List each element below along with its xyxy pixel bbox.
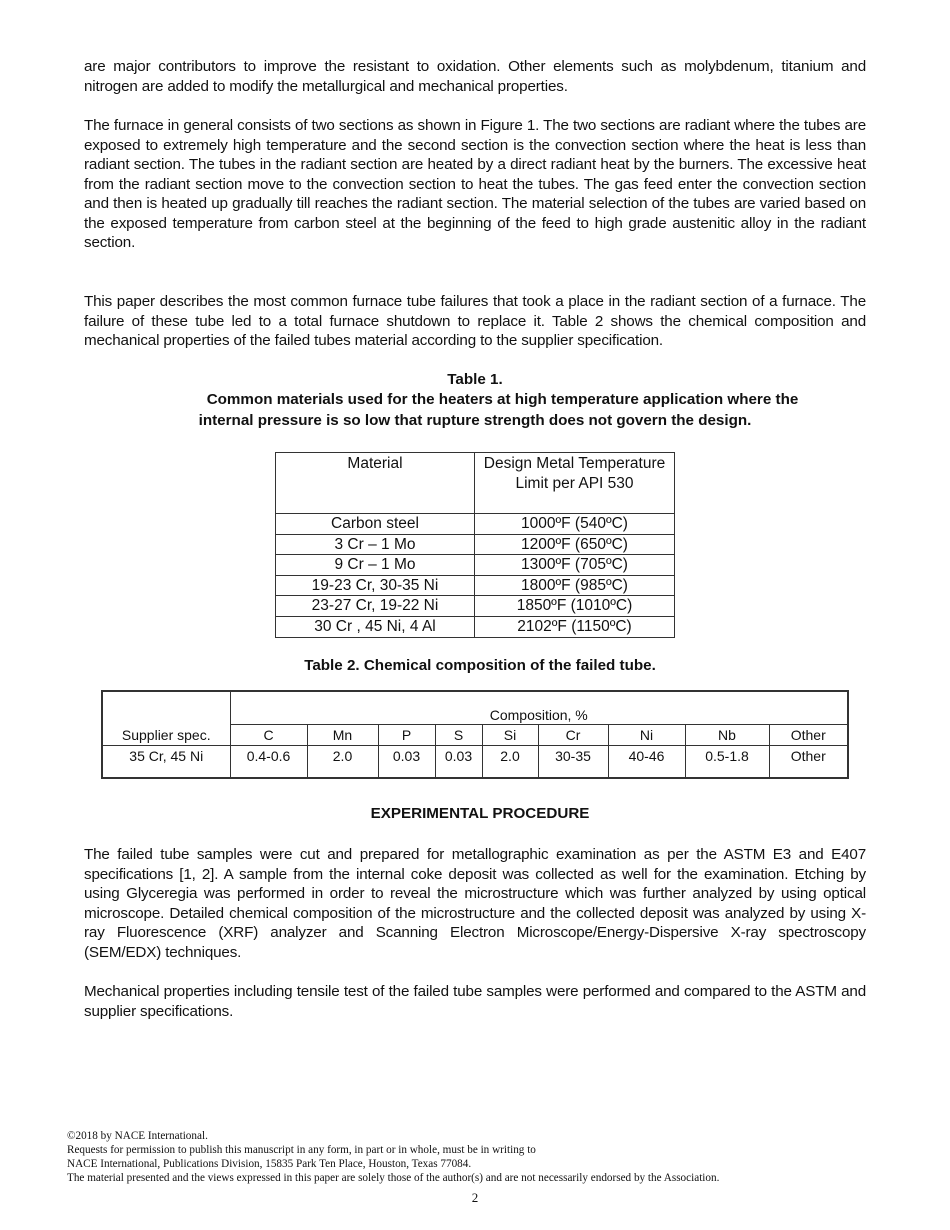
header-p: P <box>378 725 435 746</box>
cell-si: 2.0 <box>482 746 538 779</box>
table1-caption-line1: Common materials used for the heaters at high temperature application where the <box>206 391 799 408</box>
cell-c: 0.4-0.6 <box>230 746 307 779</box>
cell-other: Other <box>769 746 848 779</box>
table2-caption: Table 2. Chemical composition of the failed tube. <box>304 657 656 674</box>
header-c: C <box>230 725 307 746</box>
header-s: S <box>435 725 482 746</box>
paragraph-alloying-elements: are major contributors to improve the resistant to oxidation. Other elements such as molybdenum, titanium and nitrogen are added to modify the metallurgical and mechanical properties. <box>84 58 866 95</box>
cell-material: 30 Cr , 45 Ni, 4 Al <box>276 616 475 637</box>
header-other: Other <box>769 725 848 746</box>
header-ni: Ni <box>608 725 685 746</box>
footer-line: Requests for permission to publish this manuscript in any form, in part or in whole, must be in writing to <box>67 1144 536 1156</box>
cell-material: 3 Cr – 1 Mo <box>276 534 475 555</box>
paragraph-furnace-sections: The furnace in general consists of two sections as shown in Figure 1. The two sections are radiant where the tubes are exposed to extremely high temperature and the second section is the convection section where the heat is less than radiant section. The tubes in the radiant section are heated by a direct radiant heat by the burners. The excessive heat from the radiant section move to the convection section to heat the tubes. The gas feed enter the convection section and then is heated up gradually till reaches the radiant section. The material selection of the tubes are varied based on the exposed temperature from carbon steel at the beginning of the feed to high grade austenitic alloy in the radiant section. <box>84 117 866 251</box>
header-design-temperature: Design Metal Temperature Limit per API 530 <box>475 453 675 514</box>
table-group-header-row <box>102 691 848 725</box>
table1-materials-temperature-limits <box>275 452 675 638</box>
cell-temperature: 1200ºF (650ºC) <box>475 534 675 555</box>
cell-material: 9 Cr – 1 Mo <box>276 555 475 576</box>
header-material: Material <box>276 453 475 514</box>
footer-line: NACE International, Publications Division, 15835 Park Ten Place, Houston, Texas 77084. <box>67 1158 472 1170</box>
cell-temperature: 1850ºF (1010ºC) <box>475 596 675 617</box>
paragraph-experimental-procedure: The failed tube samples were cut and prepared for metallographic examination as per the ASTM E3 and E407 specifications [1, 2]. A sample from the internal coke deposit was collected as well for the examination. Etching by using Glyceregia was performed in order to reveal the microstructure which was further analyzed by using optical microscope. Detailed chemical composition of the microstructure and the collected deposit was analyzed by using X-ray Fluorescence (XRF) analyzer and Scanning Electron Microscope/Energy-Dispersive X-ray spectroscopy (SEM/EDX) techniques. <box>84 846 866 961</box>
table1-caption-line2: internal pressure is so low that rupture strength does not govern the design. <box>198 412 752 429</box>
footer-line: The material presented and the views expressed in this paper are solely those of the author(s) and are not necessarily endorsed by the Association. <box>67 1172 720 1184</box>
header-supplier-spec: Supplier spec. <box>102 691 230 746</box>
table-row <box>276 534 675 555</box>
cell-material: 23-27 Cr, 19-22 Ni <box>276 596 475 617</box>
header-si: Si <box>482 725 538 746</box>
cell-spec: 35 Cr, 45 Ni <box>102 746 230 779</box>
page-number: 2 <box>471 1190 479 1205</box>
header-mn: Mn <box>307 725 378 746</box>
cell-material: 19-23 Cr, 30-35 Ni <box>276 575 475 596</box>
cell-temperature: 2102ºF (1150ºC) <box>475 616 675 637</box>
footer-line: ©2018 by NACE International. <box>67 1130 208 1142</box>
header-composition: Composition, % <box>230 691 848 725</box>
table2-chemical-composition <box>101 690 849 779</box>
cell-s: 0.03 <box>435 746 482 779</box>
table-row <box>276 616 675 637</box>
table-row <box>102 746 848 779</box>
cell-material: Carbon steel <box>276 514 475 535</box>
cell-p: 0.03 <box>378 746 435 779</box>
header-nb: Nb <box>685 725 769 746</box>
paragraph-paper-scope: This paper describes the most common furnace tube failures that took a place in the radiant section of a furnace. The failure of these tube led to a total furnace shutdown to replace it. Table 2 shows the chemical composition and mechanical properties of the failed tubes material according to the supplier specification. <box>84 293 866 349</box>
copyright-footer <box>67 1129 887 1185</box>
table-row <box>276 575 675 596</box>
cell-temperature: 1800ºF (985ºC) <box>475 575 675 596</box>
section-heading: EXPERIMENTAL PROCEDURE <box>370 805 590 822</box>
table1-label: Table 1. <box>447 371 503 388</box>
table-row <box>276 555 675 576</box>
table-row <box>276 514 675 535</box>
paragraph-mechanical-properties: Mechanical properties including tensile test of the failed tube samples were performed and compared to the ASTM and supplier specifications. <box>84 983 866 1020</box>
cell-nb: 0.5-1.8 <box>685 746 769 779</box>
cell-temperature: 1300ºF (705ºC) <box>475 555 675 576</box>
cell-ni: 40-46 <box>608 746 685 779</box>
table-header-row <box>276 453 675 514</box>
header-cr: Cr <box>538 725 608 746</box>
cell-temperature: 1000ºF (540ºC) <box>475 514 675 535</box>
cell-cr: 30-35 <box>538 746 608 779</box>
cell-mn: 2.0 <box>307 746 378 779</box>
table-row <box>276 596 675 617</box>
